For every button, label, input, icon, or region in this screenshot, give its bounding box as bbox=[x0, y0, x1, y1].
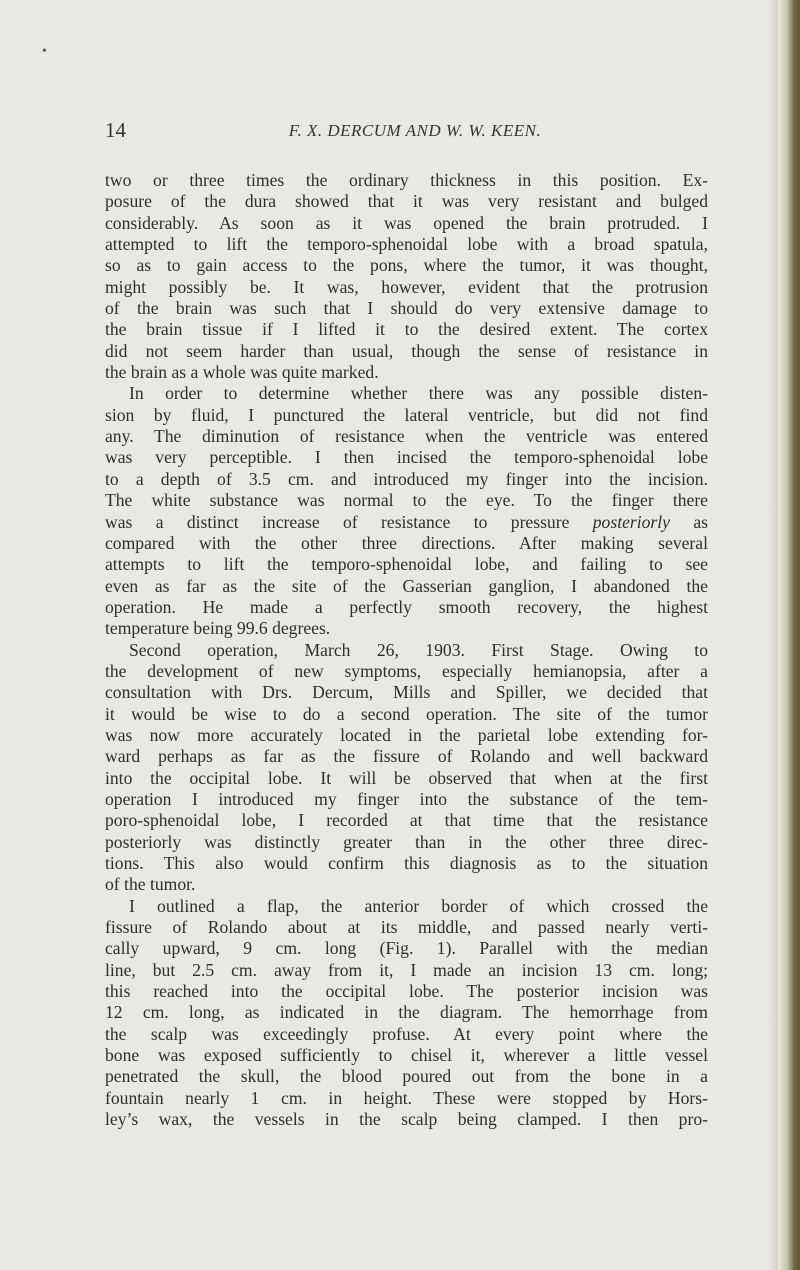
page-number: 14 bbox=[105, 118, 126, 142]
text-line: I outlined a flap, the anterior border of which crossed the bbox=[129, 895, 708, 916]
text-line: the scalp was exceedingly profuse. At every point where the bbox=[105, 1023, 708, 1044]
text-line: sion by fluid, I punctured the lateral ventricle, but did not find bbox=[105, 404, 708, 425]
text-line: The white substance was normal to the eye. To the finger there bbox=[105, 490, 708, 511]
text-line: In order to determine whether there was any possible disten- bbox=[129, 383, 708, 404]
text-line: posure of the dura showed that it was very resistant and bulged bbox=[105, 191, 708, 212]
text-line: attempts to lift the temporo-sphenoidal lobe, and failing to see bbox=[105, 554, 708, 575]
text-line: penetrated the skull, the blood poured out from the bone in a bbox=[105, 1066, 708, 1087]
text-line: Second operation, March 26, 1903. First Stage. Owing to bbox=[129, 639, 708, 660]
page-edge bbox=[778, 0, 800, 1270]
text-line: of the tumor. bbox=[105, 874, 196, 895]
text-line: compared with the other three directions. After making several bbox=[105, 532, 708, 553]
running-head: F. X. DERCUM AND W. W. KEEN. bbox=[288, 121, 542, 140]
page-header bbox=[105, 118, 705, 148]
text-line: the brain as a whole was quite marked. bbox=[105, 362, 379, 383]
text-line bbox=[105, 512, 708, 533]
body-text bbox=[105, 170, 708, 1130]
text-line: ley’s wax, the vessels in the scalp being clamped. I then pro- bbox=[105, 1109, 708, 1130]
text-line: tions. This also would confirm this diagnosis as to the situation bbox=[105, 853, 708, 873]
italic-segment: posteriorly bbox=[592, 511, 670, 532]
text-line: did not seem harder than usual, though the sense of resistance in bbox=[105, 340, 708, 361]
text-line: attempted to lift the temporo-sphenoidal lobe with a broad spatula, bbox=[105, 234, 708, 255]
text-line: bone was exposed sufficiently to chisel it, wherever a little vessel bbox=[105, 1045, 708, 1066]
text-line: cally upward, 9 cm. long (Fig. 1). Parallel with the median bbox=[105, 938, 708, 959]
text-line: this reached into the occipital lobe. The posterior incision was bbox=[105, 981, 708, 1002]
text-line: into the occipital lobe. It will be observed that when at the first bbox=[105, 767, 708, 788]
text-line: fissure of Rolando about at its middle, and passed nearly verti- bbox=[105, 917, 708, 938]
text-line: operation. He made a perfectly smooth recovery, the highest bbox=[105, 596, 708, 617]
text-line: line, but 2.5 cm. away from it, I made an incision 13 cm. long; bbox=[105, 959, 708, 980]
text-line: ward perhaps as far as the fissure of Rolando and well backward bbox=[105, 746, 708, 767]
text-segment: was a distinct increase of resistance to pressure bbox=[105, 511, 593, 532]
text-line: might possibly be. It was, however, evident that the protrusion bbox=[105, 276, 708, 297]
text-line: was now more accurately located in the parietal lobe extending for- bbox=[105, 724, 708, 745]
text-line: poro-sphenoidal lobe, I recorded at that time that the resistance bbox=[105, 810, 708, 831]
text-line: consultation with Drs. Dercum, Mills and Spiller, we decided that bbox=[105, 682, 708, 703]
text-line: was very perceptible. I then incised the temporo-sphenoidal lobe bbox=[105, 447, 708, 468]
text-line: so as to gain access to the pons, where the tumor, it was thought, bbox=[105, 255, 708, 276]
page-edge-shadow bbox=[768, 0, 778, 1270]
text-line: the development of new symptoms, especially hemianopsia, after a bbox=[105, 660, 708, 681]
text-line: two or three times the ordinary thickness in this position. Ex- bbox=[105, 170, 708, 190]
text-line: posteriorly was distinctly greater than in the other three direc- bbox=[105, 831, 708, 852]
text-line: 12 cm. long, as indicated in the diagram. The hemorrhage from bbox=[105, 1002, 708, 1023]
margin-mark: • bbox=[42, 44, 47, 59]
text-line: temperature being 99.6 degrees. bbox=[105, 618, 331, 639]
text-line: considerably. As soon as it was opened the brain protruded. I bbox=[105, 212, 708, 233]
text-line: the brain tissue if I lifted it to the desired extent. The cortex bbox=[105, 319, 708, 340]
text-line: even as far as the site of the Gasserian ganglion, I abandoned the bbox=[105, 575, 708, 596]
text-line: it would be wise to do a second operation. The site of the tumor bbox=[105, 703, 708, 724]
text-line: to a depth of 3.5 cm. and introduced my finger into the incision. bbox=[105, 468, 708, 489]
text-line: operation I introduced my finger into the substance of the tem- bbox=[105, 788, 708, 809]
text-segment: as bbox=[669, 511, 708, 532]
text-line: any. The diminution of resistance when the ventricle was entered bbox=[105, 426, 708, 447]
text-line: of the brain was such that I should do very extensive damage to bbox=[105, 298, 708, 319]
text-line: fountain nearly 1 cm. in height. These were stopped by Hors- bbox=[105, 1087, 708, 1108]
